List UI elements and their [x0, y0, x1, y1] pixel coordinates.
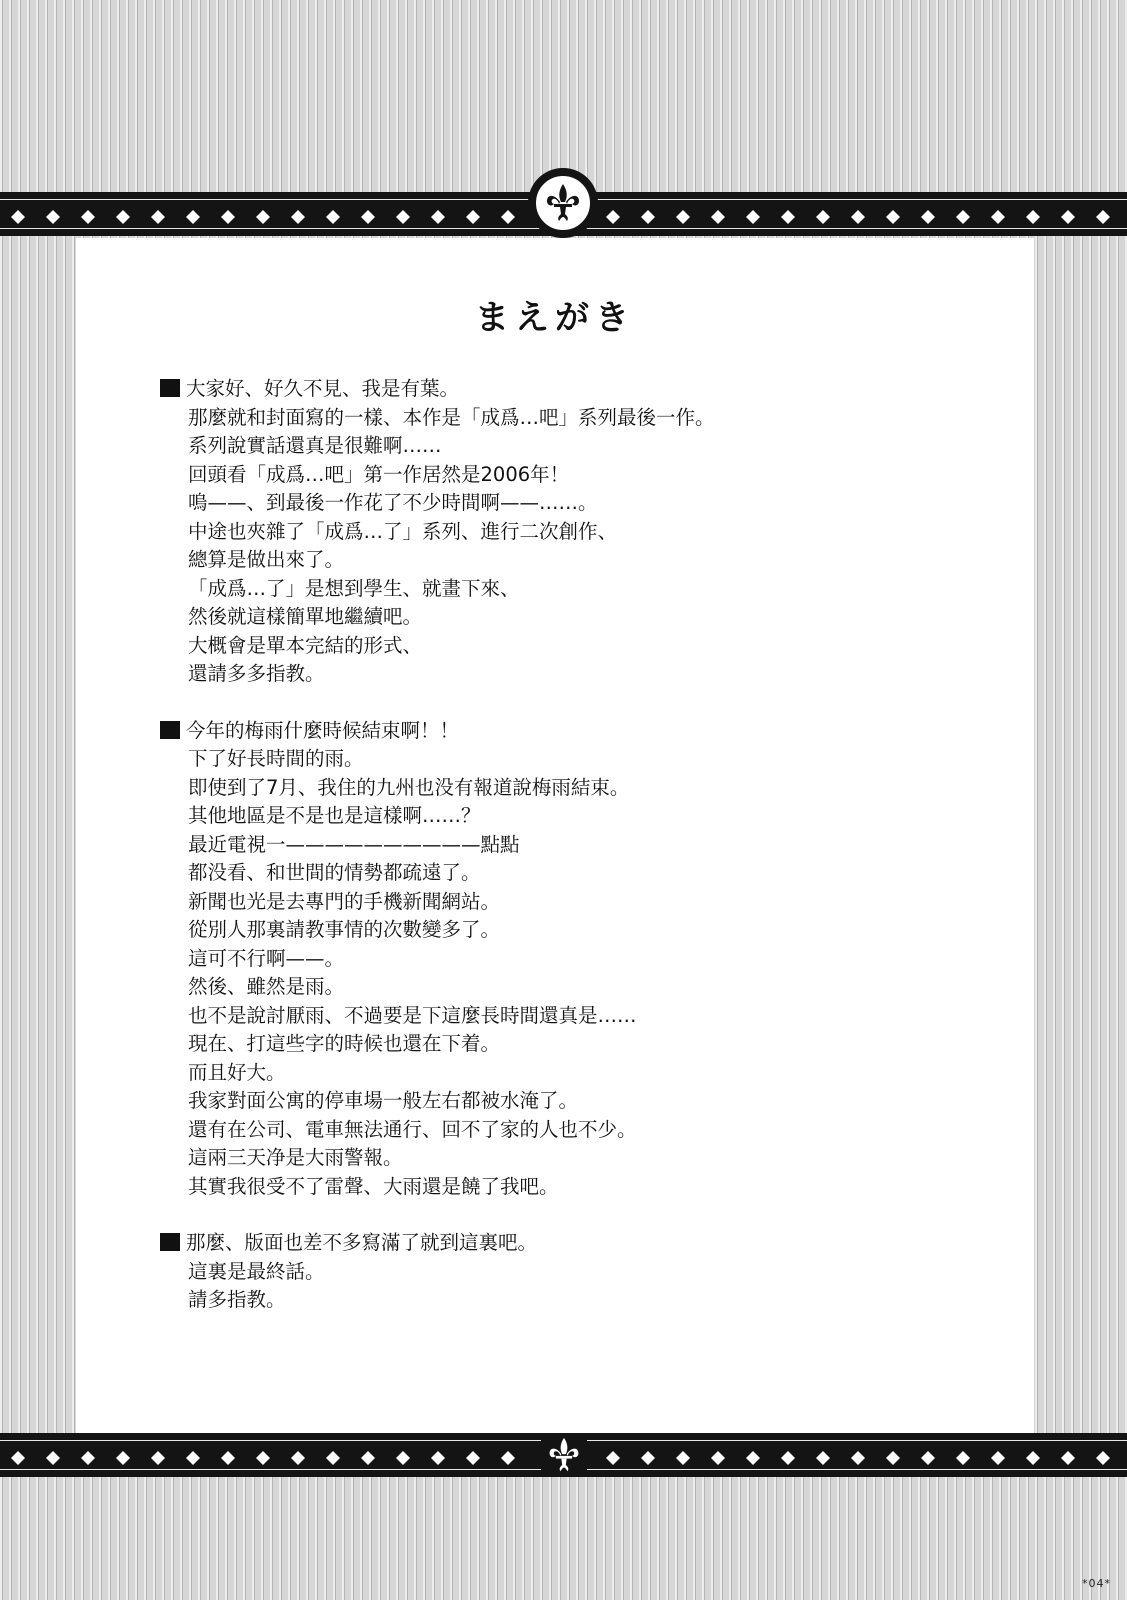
diamond-icon: [851, 1451, 865, 1465]
diamond-icon: [431, 1451, 445, 1465]
diamond-icon: [361, 210, 375, 224]
diamond-icon: [816, 210, 830, 224]
diamond-icon: [396, 1451, 410, 1465]
diamond-icon: [641, 210, 655, 224]
diamond-icon: [326, 1451, 340, 1465]
diamond-icon: [466, 210, 480, 224]
text-line: 請多指教。: [188, 1288, 286, 1311]
text-line: 還有在公司、電車無法通行、回不了家的人也不少。: [188, 1117, 637, 1141]
content-panel: [76, 238, 1034, 1433]
diamond-icon: [816, 1451, 830, 1465]
diamond-icon: [676, 210, 690, 224]
text-line: 也不是說討厭雨、不過要是下這麼長時間還真是……: [188, 1003, 637, 1027]
diamond-icon: [676, 1451, 690, 1465]
text-line: 現在、打這些字的時候也還在下着。: [188, 1032, 501, 1055]
diamond-icon: [221, 1451, 235, 1465]
diamond-icon: [256, 1451, 270, 1465]
text-line: 大家好、好久不見、我是有葉。: [160, 375, 1020, 404]
paragraph-1: [160, 375, 1020, 689]
paragraph-3: [160, 1229, 1020, 1315]
diamond-icon: [606, 210, 620, 224]
diamond-icon: [46, 210, 60, 224]
text-line: 今年的梅雨什麼時候結束啊！！: [160, 717, 1020, 746]
text-line: 這裏是最終話。: [188, 1259, 325, 1283]
diamond-icon: [746, 1451, 760, 1465]
text-line: 總算是做出來了。: [188, 548, 345, 571]
bottom-emblem: [541, 1433, 587, 1477]
text-line: 即使到了7月、我住的九州也没有報道說梅雨結束。: [188, 775, 630, 799]
diamond-icon: [1096, 210, 1110, 224]
diamond-icon: [11, 210, 25, 224]
diamond-icon: [1061, 1451, 1075, 1465]
diamond-icon: [1026, 210, 1040, 224]
text-line: 嗚——、到最後一作花了不少時間啊——……。: [188, 491, 598, 514]
diamond-icon: [956, 210, 970, 224]
diamond-icon: [116, 210, 130, 224]
diamond-icon: [746, 210, 760, 224]
diamond-icon: [886, 210, 900, 224]
square-bullet-icon: [160, 721, 180, 739]
diamond-icon: [991, 210, 1005, 224]
diamond-icon: [781, 210, 795, 224]
text-line: 「成爲…了」是想到學生、就畫下來、: [188, 576, 520, 600]
text-line: 中途也夾雜了「成爲…了」系列、進行二次創作、: [188, 519, 618, 543]
text-line: 這兩三天净是大雨警報。: [188, 1146, 403, 1169]
text-line: 下了好長時間的雨。: [188, 747, 364, 770]
fleur-de-lis-icon: [543, 182, 583, 224]
text-line: 大概會是單本完結的形式、: [188, 633, 423, 657]
diamond-icon: [291, 1451, 305, 1465]
diamond-icon: [501, 210, 515, 224]
text-line: 然後、雖然是雨。: [188, 975, 345, 998]
text-line: 這可不行啊——。: [188, 946, 345, 970]
diamond-icon: [221, 210, 235, 224]
diamond-icon: [46, 1451, 60, 1465]
diamond-icon: [711, 1451, 725, 1465]
diamond-icon: [466, 1451, 480, 1465]
diamond-icon: [186, 1451, 200, 1465]
diamond-icon: [116, 1451, 130, 1465]
top-emblem: [528, 168, 598, 238]
diamond-icon: [11, 1451, 25, 1465]
diamond-icon: [1061, 210, 1075, 224]
text-line: 還請多多指教。: [188, 662, 325, 685]
text-line: 最近電視一——————————點點: [188, 832, 520, 856]
text-line: 回頭看「成爲…吧」第一作居然是2006年！: [188, 462, 570, 486]
diamond-icon: [291, 210, 305, 224]
diamond-icon: [1026, 1451, 1040, 1465]
diamond-icon: [81, 210, 95, 224]
diamond-icon: [151, 1451, 165, 1465]
text-line: 那麼、版面也差不多寫滿了就到這裏吧。: [160, 1229, 1020, 1258]
diamond-icon: [921, 210, 935, 224]
text-line: 都没看、和世間的情勢都疏遠了。: [188, 861, 481, 884]
paragraph-2: [160, 717, 1020, 1202]
diamond-icon: [186, 210, 200, 224]
text-line: 其實我很受不了雷聲、大雨還是饒了我吧。: [188, 1174, 559, 1198]
text-line: 其他地區是不是也是這樣啊……？: [188, 804, 481, 827]
square-bullet-icon: [160, 379, 180, 397]
diamond-icon: [81, 1451, 95, 1465]
text-line: 而且好大。: [188, 1060, 286, 1084]
diamond-icon: [361, 1451, 375, 1465]
diamond-icon: [256, 210, 270, 224]
fleur-de-lis-icon: [546, 1435, 582, 1475]
diamond-icon: [606, 1451, 620, 1465]
diamond-icon: [991, 1451, 1005, 1465]
page-title: まえがき: [475, 298, 635, 338]
text-line: 然後就這樣簡單地繼續吧。: [188, 605, 423, 628]
text-line: 那麼就和封面寫的一樣、本作是「成爲…吧」系列最後一作。: [188, 405, 715, 429]
diamond-icon: [921, 1451, 935, 1465]
page-number: *04*: [1082, 1577, 1111, 1590]
diamond-icon: [781, 1451, 795, 1465]
square-bullet-icon: [160, 1233, 180, 1251]
text-line: 我家對面公寓的停車場一般左右都被水淹了。: [188, 1089, 579, 1112]
diamond-icon: [956, 1451, 970, 1465]
diamond-icon: [396, 210, 410, 224]
text-line: 新聞也光是去專門的手機新聞網站。: [188, 889, 501, 913]
diamond-icon: [711, 210, 725, 224]
diamond-icon: [886, 1451, 900, 1465]
text-line: 系列說實話還真是很難啊……: [188, 434, 442, 457]
diamond-icon: [326, 210, 340, 224]
diamond-icon: [151, 210, 165, 224]
diamond-icon: [641, 1451, 655, 1465]
diamond-icon: [1096, 1451, 1110, 1465]
diamond-icon: [851, 210, 865, 224]
diamond-icon: [501, 1451, 515, 1465]
preface-body: [160, 375, 1020, 1343]
diamond-icon: [431, 210, 445, 224]
text-line: 從別人那裏請教事情的次數變多了。: [188, 918, 501, 941]
